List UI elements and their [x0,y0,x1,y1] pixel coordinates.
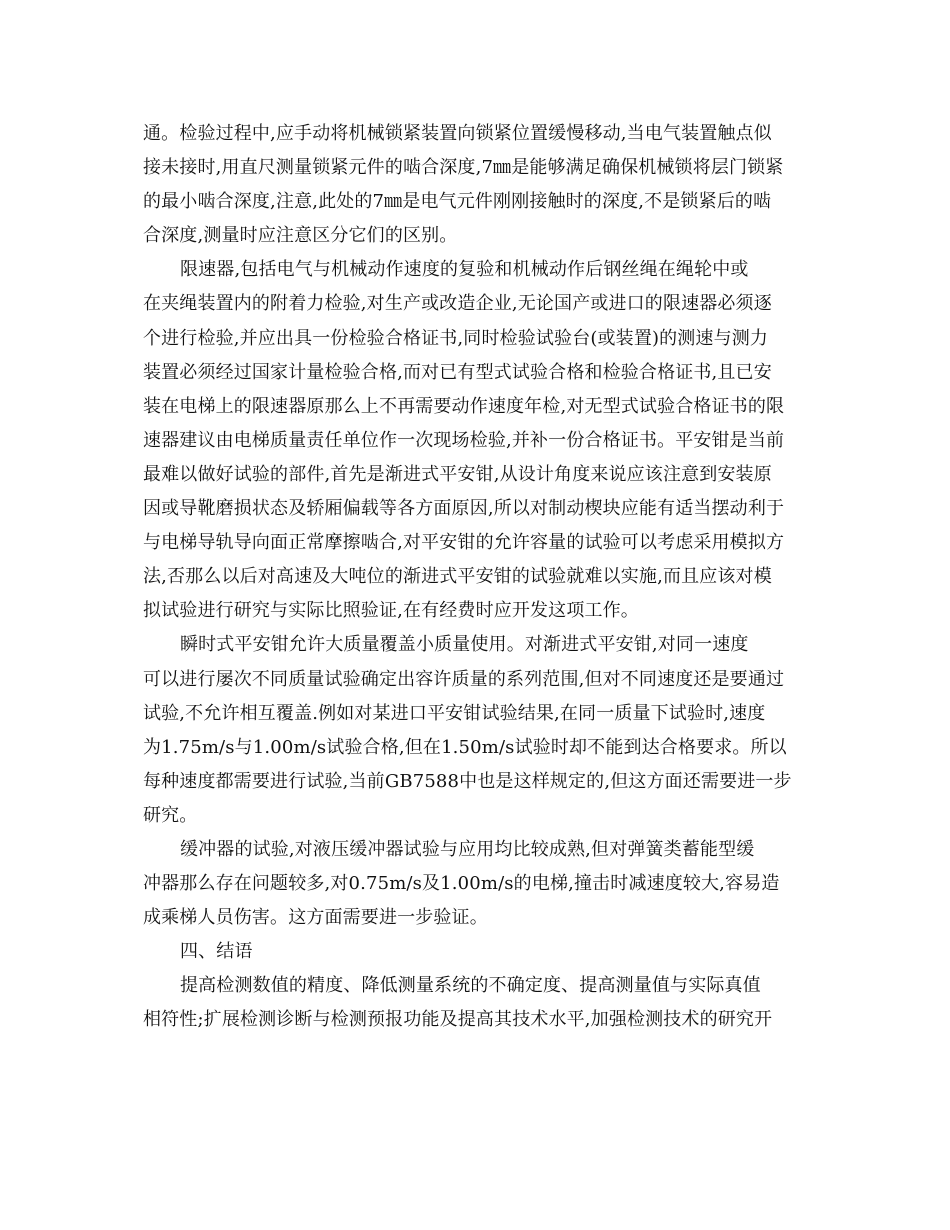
paragraph-first-line: 缓冲器的试验,对液压缓冲器试验与应用均比较成熟,但对弹簧类蓄能型缓 [180,838,755,860]
text-line: 试验,不允许相互覆盖.例如对某进口平安钳试验结果,在同一质量下试验时,速度 [143,702,766,724]
text-line: 每种速度都需要进行试验,当前GB7588中也是这样规定的,但这方面还需要进一步 [143,770,792,792]
text-line: 相符性;扩展检测诊断与检测预报功能及提高其技术水平,加强检测技术的研究开 [143,1009,773,1031]
text-line: 法,否那么以后对高速及大吨位的渐进式平安钳的试验就难以实施,而且应该对模 [143,566,772,588]
paragraph-first-line: 限速器,包括电气与机械动作速度的复验和机械动作后钢丝绳在绳轮中或 [180,259,749,281]
body-text [143,117,808,1038]
text-line: 成乘梯人员伤害。这方面需要进一步验证。 [143,907,488,929]
text-line: 通。检验过程中,应手动将机械锁紧装置向锁紧位置缓慢移动,当电气装置触点似 [143,123,772,144]
text-line: 与电梯导轨导向面正常摩擦啮合,对平安钳的允许容量的试验可以考虑采用模拟方 [143,532,785,554]
text-line: 最难以做好试验的部件,首先是渐进式平安钳,从设计角度来说应该注意到安装原 [143,463,772,485]
text-line: 合深度,测量时应注意区分它们的区别。 [143,225,458,247]
text-line: 的最小啮合深度,注意,此处的7㎜是电气元件刚刚接触时的深度,不是锁紧后的啮 [143,191,772,213]
text-line: 在夹绳装置内的附着力检验,对生产或改造企业,无论国产或进口的限速器必须逐 [143,293,772,315]
paragraph-first-line: 四、结语 [180,941,253,963]
text-line: 因或导靴磨损状态及轿厢偏载等各方面原因,所以对制动楔块应能有适当摆动利于 [143,498,785,520]
text-line: 为1.75m/s与1.00m/s试验合格,但在1.50m/s试验时却不能到达合格要求。所以 [143,736,787,758]
paragraph-first-line: 瞬时式平安钳允许大质量覆盖小质量使用。对渐进式平安钳,对同一速度 [180,634,749,656]
text-line: 拟试验进行研究与实际比照验证,在有经费时应开发这项工作。 [143,600,639,622]
text-line: 个进行检验,并应出具一份检验合格证书,同时检验试验台(或装置)的测速与测力 [143,327,769,349]
text-line: 装置必须经过国家计量检验合格,而对已有型式试验合格和检验合格证书,且已安 [143,361,772,383]
text-line: 研究。 [143,804,198,826]
text-line: 冲器那么存在问题较多,对0.75m/s及1.00m/s的电梯,撞击时减速度较大,容易造 [143,873,780,895]
paragraph-first-line: 提高检测数值的精度、降低测量系统的不确定度、提高测量值与实际真值 [180,975,761,997]
text-line: 装在电梯上的限速器原那么上不再需要动作速度年检,对无型式试验合格证书的限 [143,395,785,417]
text-line: 可以进行屡次不同质量试验确定出容许质量的系列范围,但对不同速度还是要通过 [143,668,785,690]
text-line: 速器建议由电梯质量责任单位作一次现场检验,并补一份合格证书。平安钳是当前 [143,429,785,451]
text-line: 接未接时,用直尺测量锁紧元件的啮合深度,7㎜是能够满足确保机械锁将层门锁紧 [143,157,784,179]
